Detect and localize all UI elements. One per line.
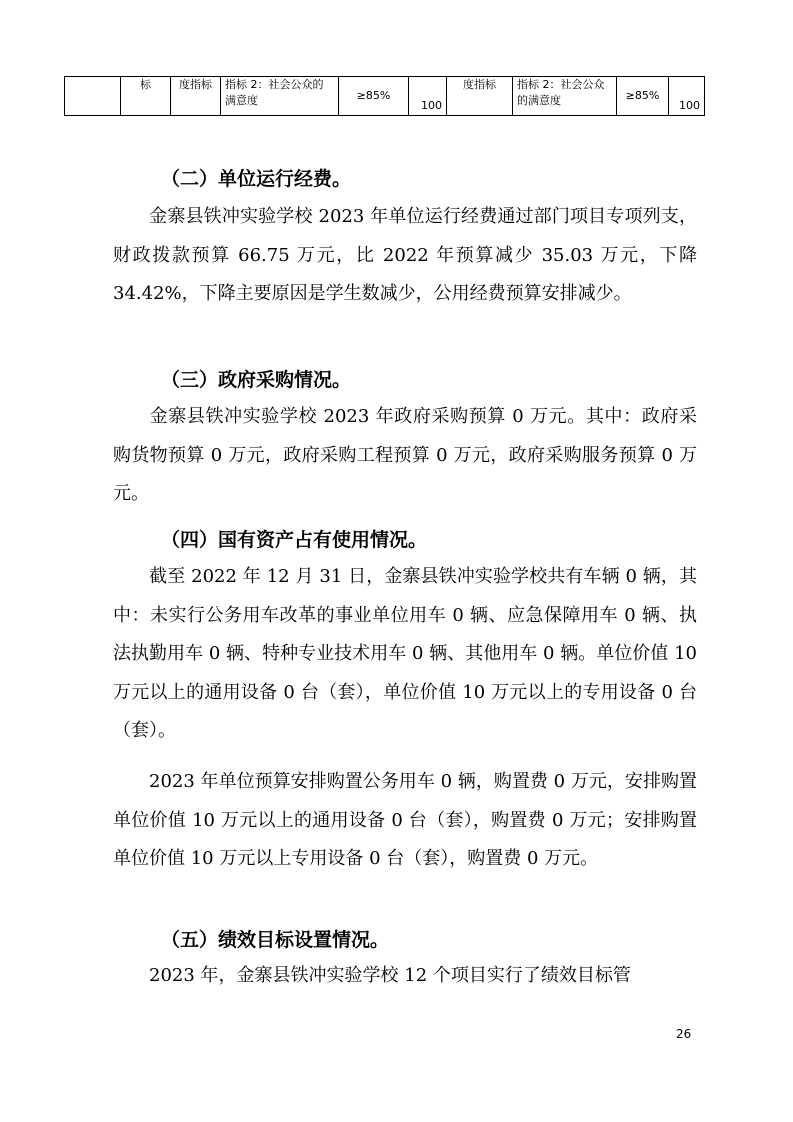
table-cell: [65, 77, 121, 116]
section-heading: （二）单位运行经费。: [161, 168, 352, 190]
indicator-table: [64, 76, 705, 116]
table-cell: 指标 2：社会公众的满意度: [221, 77, 339, 116]
paragraph: 金寨县铁冲实验学校 2023 年政府采购预算 0 万元。其中：政府采购货物预算 0 万元，政府采购工程预算 0 万元，政府采购服务预算 0 万元。: [113, 406, 697, 504]
table-cell: ≥85%: [339, 77, 409, 116]
section-heading: （五）绩效目标设置情况。: [161, 929, 390, 951]
page-number: 26: [676, 1027, 692, 1041]
table-cell: 度指标: [447, 77, 513, 116]
paragraph: 2023 年单位预算安排购置公务用车 0 辆，购置费 0 万元，安排购置单位价值 10 万元以上的通用设备 0 台（套），购置费 0 万元；安排购置单位价值 10 万元以上专用设备 0 台（套），购置费 0 万元。: [113, 771, 697, 869]
table-cell: 度指标: [171, 77, 221, 116]
table-cell: 标: [121, 77, 171, 116]
table-row: [65, 77, 705, 116]
table-cell: ≥85%: [617, 77, 669, 116]
paragraph: 2023 年，金寨县铁冲实验学校 12 个项目实行了绩效目标管: [149, 965, 631, 986]
paragraph: 截至 2022 年 12 月 31 日，金寨县铁冲实验学校共有车辆 0 辆，其中：未实行公务用车改革的事业单位用车 0 辆、应急保障用车 0 辆、执法执勤用车 0 辆、特种专业技术用车 0 辆、其他用车 0 辆。单位价值 10 万元以上的通用设备 0 台（套），单位价值 10 万元以上的专用设备 0 台（套）。: [113, 566, 697, 741]
table-cell: 100: [669, 77, 705, 116]
table-cell: 100: [409, 77, 447, 116]
section-heading: （三）政府采购情况。: [161, 369, 352, 391]
table-cell: 指标 2：社会公众的满意度: [513, 77, 617, 116]
paragraph: 金寨县铁冲实验学校 2023 年单位运行经费通过部门项目专项列支，财政拨款预算 66.75 万元，比 2022 年预算减少 35.03 万元，下降 34.42%，下降主要原因是学生数减少，公用经费预算安排减少。: [113, 206, 697, 304]
section-heading: （四）国有资产占有使用情况。: [161, 529, 428, 551]
